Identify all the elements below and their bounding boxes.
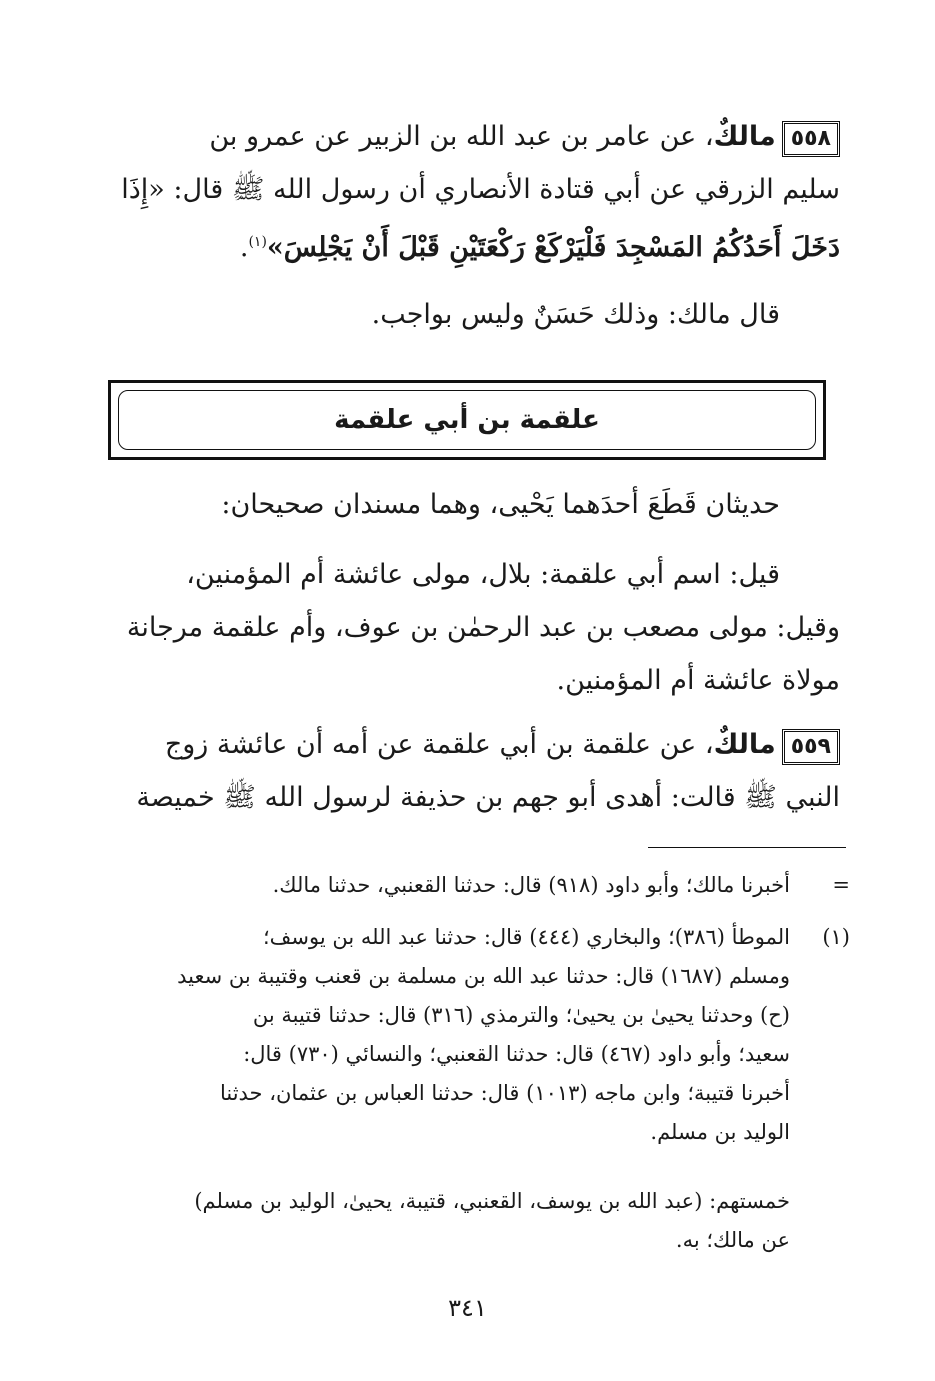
footnote-summary	[108, 1182, 790, 1260]
intro-para-line3: مولاة عائشة أم المؤمنين.	[556, 665, 840, 696]
page-number: ٣٤١	[448, 1294, 487, 1322]
malik-comment-text: قال مالك: وذلك حَسَنٌ وليس بواجب.	[371, 299, 780, 330]
footnote-line: (ح) وحدثنا يحيىٰ بن يحيىٰ؛ والترمذي (٣١٦) قال: حدثنا قتيبة بن	[252, 1003, 790, 1027]
intro-paragraph	[108, 548, 840, 707]
footnote-ref: (١)	[248, 234, 267, 250]
hadith-559-line1: ، عن علقمة بن أبي علقمة عن أمه أن عائشة زوج	[164, 729, 714, 760]
hadith-558-line1: ، عن عامر بن عبد الله بن الزبير عن عمرو بن	[209, 121, 714, 152]
narrator-name: مالكٌ	[713, 729, 776, 760]
intro-para-line1: قيل: اسم أبي علقمة: بلال، مولى عائشة أم المؤمنين،	[186, 559, 780, 590]
footnote-separator	[648, 847, 846, 848]
hadith-559-line2: النبي ﷺ قالت: أهدى أبو جهم بن حذيفة لرسول الله ﷺ خميصة	[136, 782, 840, 813]
footnote-line: ومسلم (١٦٨٧) قال: حدثنا عبد الله بن مسلمة بن قعنب وقتيبة بن سعيد	[177, 964, 790, 988]
hadith-number-badge: ٥٥٩	[782, 729, 840, 765]
hadith-558-quote: دَخَلَ أَحَدُكُمُ المَسْجِدَ فَلْيَرْكَعْ رَكْعَتَيْنِ قَبْلَ أَنْ يَجْلِسَ»	[266, 232, 840, 263]
footnote-line: الموطأ (٣٨٦)؛ والبخاري (٤٤٤) قال: حدثنا عبد الله بن يوسف؛	[262, 925, 790, 949]
footnote-1	[108, 918, 790, 1152]
period: .	[239, 232, 249, 263]
footnote-continuation-marker: =	[832, 873, 850, 897]
hadith-558-line2: سليم الزرقي عن أبي قتادة الأنصاري أن رسول الله ﷺ قال: «إِذَا	[121, 174, 840, 205]
footnote-continuation-text: أخبرنا مالك؛ وأبو داود (٩١٨) قال: حدثنا القعنبي، حدثنا مالك.	[272, 873, 790, 897]
section-title-inner	[118, 390, 816, 450]
footnote-line: أخبرنا قتيبة؛ وابن ماجه (١٠١٣) قال: حدثنا العباس بن عثمان، حدثنا	[219, 1081, 790, 1105]
intro-text: حديثان قَطَعَ أحدَهما يَحْيى، وهما مسندان صحيحان:	[221, 489, 780, 520]
section-title: علقمة بن أبي علقمة	[334, 405, 600, 435]
intro-line	[108, 478, 780, 531]
footnote-summary-line: خمستهم: (عبد الله بن يوسف، القعنبي، قتيبة، يحيىٰ، الوليد بن مسلم)	[194, 1189, 790, 1213]
narrator-name: مالكٌ	[713, 121, 776, 152]
intro-para-line2: وقيل: مولى مصعب بن عبد الرحمٰن بن عوف، وأم علقمة مرجانة	[126, 612, 840, 643]
footnote-line: الوليد بن مسلم.	[650, 1120, 790, 1144]
hadith-559	[108, 718, 840, 824]
footnote-continuation	[150, 866, 790, 905]
section-title-frame	[108, 380, 826, 460]
hadith-number-badge: ٥٥٨	[782, 121, 840, 157]
footnote-summary-line: عن مالك؛ به.	[675, 1228, 790, 1252]
footnote-line: سعيد؛ وأبو داود (٤٦٧) قال: حدثنا القعنبي؛ والنسائي (٧٣٠) قال:	[243, 1042, 790, 1066]
malik-comment	[108, 288, 780, 341]
footnote-1-marker: (١)	[822, 925, 850, 949]
hadith-558	[108, 110, 840, 274]
